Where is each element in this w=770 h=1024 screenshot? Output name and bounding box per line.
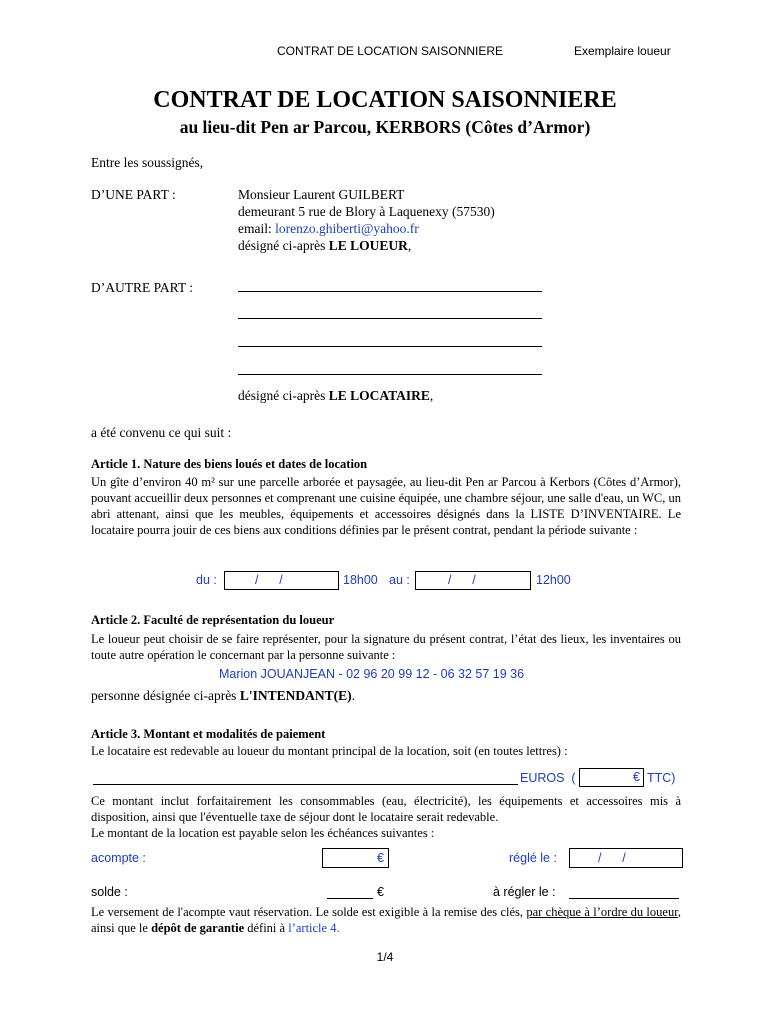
representative-designation <box>91 688 355 704</box>
security-deposit-term: dépôt de garantie <box>151 921 245 935</box>
une-part-label: D’UNE PART : <box>91 187 176 202</box>
article-3-intro: Le locataire est redevable au loueur du montant principal de la location, soit (en toutes lettres) : <box>91 744 568 758</box>
designation-suffix: , <box>429 388 434 403</box>
article-4-link[interactable]: l’article 4. <box>288 921 340 935</box>
time-from: 18h00 <box>343 573 378 587</box>
to-pay-on-date-field[interactable] <box>569 898 679 899</box>
header-copy-label: Exemplaire loueur <box>574 44 671 58</box>
paid-on-label: réglé le : <box>509 851 557 865</box>
article-3-consumables-text: Ce montant inclut forfaitairement les consommables (eau, électricité), les équipements et accessoires mis à disposition, ainsi que l'éventuelle taxe de séjour dont le locataire serait redevable. <box>91 794 681 824</box>
designation-suffix: , <box>407 238 412 253</box>
date-to-slashes: / / <box>448 573 476 587</box>
designation-prefix: personne désignée ci-après <box>91 688 240 703</box>
article-2-title: Article 2. Faculté de représentation du loueur <box>91 613 335 627</box>
autre-part-label: D’AUTRE PART : <box>91 280 193 295</box>
designation-term: L'INTENDANT(E) <box>239 688 352 703</box>
deposit-label: acompte : <box>91 851 146 865</box>
agreed-text: a été convenu ce qui suit : <box>91 425 232 440</box>
page-number: 1/4 <box>376 950 394 964</box>
representative-contact: Marion JOUANJEAN - 02 96 20 99 12 - 06 32 57 19 36 <box>219 667 525 681</box>
article-1-title: Article 1. Nature des biens loués et dates de location <box>91 457 368 471</box>
designation-term: LE LOUEUR <box>328 238 408 253</box>
balance-amount-field[interactable] <box>327 898 373 899</box>
lessor-designation <box>238 238 411 254</box>
euros-label: EUROS ( <box>520 771 576 785</box>
text-segment: , ainsi que le <box>91 905 681 935</box>
designation-term: LE LOCATAIRE <box>328 388 430 403</box>
article-3-title: Article 3. Montant et modalités de paiement <box>91 727 326 741</box>
text-segment: défini à <box>244 921 289 935</box>
lessor-name: Monsieur Laurent GUILBERT <box>238 187 405 202</box>
lessor-email-row <box>238 221 419 237</box>
time-to: 12h00 <box>536 573 571 587</box>
article-3-schedule-text: Le montant de la location est payable selon les échéances suivantes : <box>91 826 435 840</box>
designation-prefix: désigné ci-après <box>238 238 329 253</box>
tenant-field-line-4[interactable] <box>238 374 542 375</box>
deposit-amount-field[interactable] <box>322 848 389 868</box>
amount-in-words-field[interactable] <box>93 784 518 785</box>
date-from-label: du : <box>196 573 217 587</box>
cheque-instruction: par chèque à l’ordre du loueur <box>526 905 678 919</box>
lessor-address: demeurant 5 rue de Blory à Laquenexy (57530) <box>238 204 495 219</box>
article-3-deposit-text <box>91 904 681 936</box>
date-to-field[interactable] <box>415 571 531 590</box>
document-title: CONTRAT DE LOCATION SAISONNIERE <box>153 87 617 113</box>
designation-prefix: désigné ci-après <box>238 388 329 403</box>
paid-on-date-field[interactable] <box>569 848 683 868</box>
email-link[interactable]: lorenzo.ghiberti@yahoo.fr <box>275 221 419 236</box>
balance-label: solde : <box>91 885 128 899</box>
euro-sign: € <box>377 851 384 865</box>
document-subtitle: au lieu-dit Pen ar Parcou, KERBORS (Côtes d’Armor) <box>179 117 591 137</box>
email-label: email: <box>238 221 276 236</box>
to-pay-on-label: à régler le : <box>493 885 556 899</box>
tenant-field-line-3[interactable] <box>238 346 542 347</box>
ttc-label: TTC) <box>647 771 676 785</box>
designation-suffix: . <box>351 688 355 703</box>
article-2-text: Le loueur peut choisir de se faire représenter, pour la signature du présent contrat, l’état des lieux, les inventaires ou toute autre opération le concernant par la personne suivante : <box>91 632 681 662</box>
date-from-field[interactable] <box>224 571 339 590</box>
euro-sign: € <box>377 885 384 899</box>
date-from-slashes: / / <box>255 573 283 587</box>
euro-sign: € <box>633 770 640 784</box>
amount-numeric-field[interactable] <box>579 768 644 787</box>
article-1-text: Un gîte d’environ 40 m² sur une parcelle arborée et paysagée, au lieu-dit Pen ar Parcou à Kerbors (Côtes d’Armor), pouvant accueillir deux personnes et comprenant une cuisine équipée, une chambre séjour, une salle d'eau, un WC, un abri attenant, ainsi que les meubles, équipements et accessoires désignés dans la LISTE D’INVENTAIRE. Le locataire pourra jouir de ces biens aux conditions définies par le présent contrat, pendant la période suivante : <box>91 475 681 537</box>
text-segment: Le versement de l'acompte vaut réservation. Le solde est exigible à la remise des clés, <box>91 905 527 919</box>
intro-text: Entre les soussignés, <box>91 155 204 170</box>
tenant-designation <box>238 388 433 404</box>
header-title: CONTRAT DE LOCATION SAISONNIERE <box>277 44 504 58</box>
tenant-field-line-1[interactable] <box>238 291 542 292</box>
paid-on-slashes: / / <box>598 851 626 865</box>
date-to-label: au : <box>389 573 410 587</box>
tenant-field-line-2[interactable] <box>238 318 542 319</box>
